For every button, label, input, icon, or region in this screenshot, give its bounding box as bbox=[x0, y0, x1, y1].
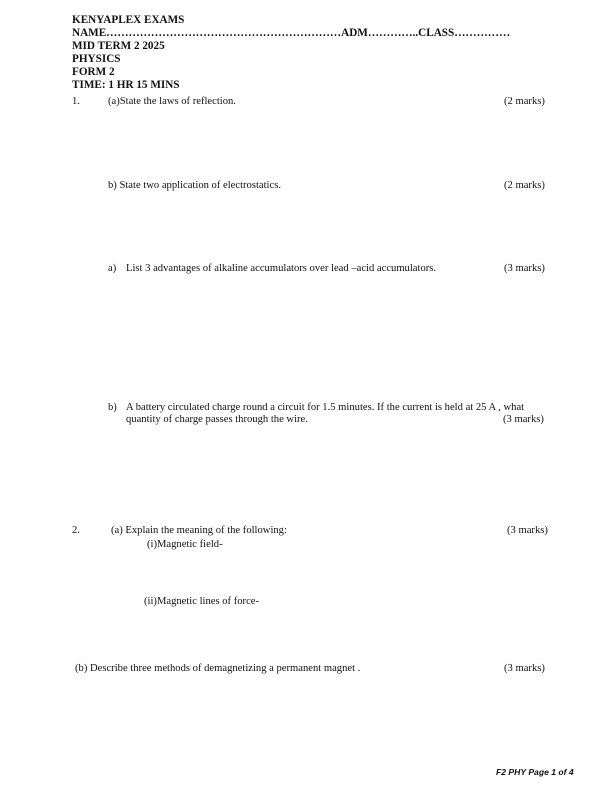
question-label: b) bbox=[108, 402, 117, 413]
school-name: KENYAPLEX EXAMS bbox=[72, 14, 185, 26]
question-text: (a)State the laws of reflection. bbox=[108, 96, 236, 107]
marks-label: (3 marks) bbox=[503, 414, 544, 425]
subject-title: PHYSICS bbox=[72, 53, 121, 65]
question-text: (a) Explain the meaning of the following: bbox=[111, 525, 287, 536]
marks-label: (2 marks) bbox=[504, 96, 545, 107]
page-footer: F2 PHY Page 1 of 4 bbox=[496, 767, 574, 777]
question-text: A battery circulated charge round a circuit for 1.5 minutes. If the current is held at 25 A , what bbox=[126, 402, 525, 413]
student-details-line: NAME………………………………………………………ADM…………..CLASS…………… bbox=[72, 27, 511, 39]
marks-label: (3 marks) bbox=[504, 663, 545, 674]
question-text: b) State two application of electrostatics. bbox=[108, 180, 281, 191]
marks-label: (2 marks) bbox=[504, 180, 545, 191]
question-label: a) bbox=[108, 263, 117, 274]
sub-question: (ii)Magnetic lines of force- bbox=[144, 596, 260, 607]
sub-question: (i)Magnetic field- bbox=[147, 539, 223, 550]
question-text: List 3 advantages of alkaline accumulators over lead –acid accumulators. bbox=[126, 263, 437, 274]
exam-time: TIME: 1 HR 15 MINS bbox=[72, 79, 180, 91]
marks-label: (3 marks) bbox=[504, 263, 545, 274]
marks-label: (3 marks) bbox=[507, 525, 548, 536]
question-text-continued: quantity of charge passes through the wire. bbox=[126, 414, 308, 425]
question-text: (b) Describe three methods of demagnetizing a permanent magnet . bbox=[75, 663, 361, 674]
question-number: 1. bbox=[72, 96, 80, 107]
question-number: 2. bbox=[72, 525, 80, 536]
form-title: FORM 2 bbox=[72, 66, 115, 78]
exam-title: MID TERM 2 2025 bbox=[72, 40, 165, 52]
